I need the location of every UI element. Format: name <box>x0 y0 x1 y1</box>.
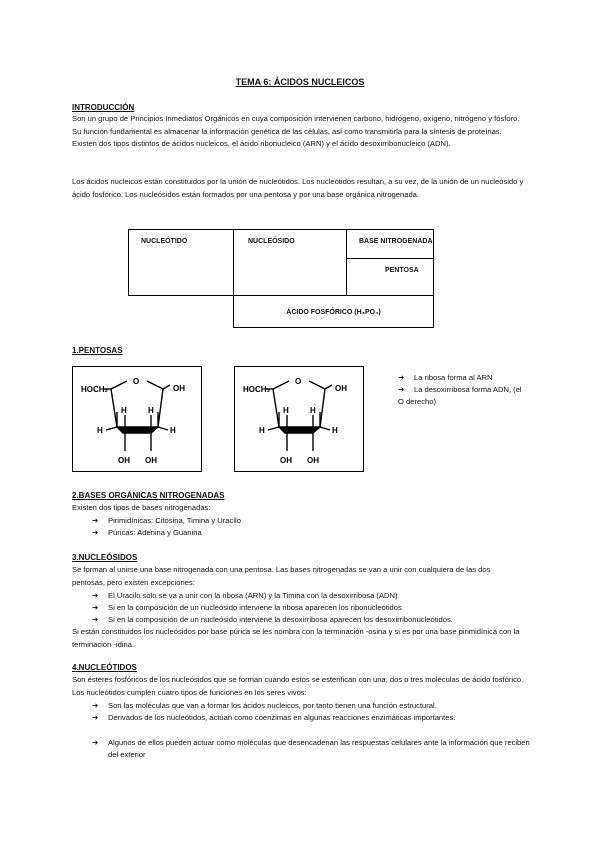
bases-item-1-text: Pirimidínicas: Citosina, Timina y Uracilo <box>108 516 241 525</box>
nucleotide-structure-table <box>128 229 434 328</box>
cell-nucleotido: NUCLEÓTIDO <box>129 230 234 296</box>
arrow-icon: ➔ <box>92 516 99 525</box>
ribose-oh-bottom-right-label: OH <box>145 456 157 465</box>
cell-nucleosido: NUCLEÓSIDO <box>234 230 347 296</box>
cell-base-nitrogenada: BASE NITROGENADA <box>347 230 434 259</box>
nucleosidos-intro: Se forman al unirse una base nitrogenada con una pentosa. Las bases nitrogenadas se van a unir con cualquiera de las dos pentosas, pero existen excepciones: <box>72 565 491 587</box>
pentosas-heading: 1.PENTOSAS <box>72 346 123 355</box>
ribose-diagram <box>72 366 202 472</box>
nucleosidos-heading: 3.NUCLEÓSIDOS <box>72 553 138 562</box>
nucleosidos-item-1 <box>92 590 532 602</box>
intro-heading: INTRODUCCIÓN <box>72 103 135 112</box>
arrow-icon: ➔ <box>92 713 99 722</box>
deoxyribose-o-label: O <box>295 377 302 386</box>
bases-intro: Existen dos tipos de bases nitrogenadas: <box>72 503 211 512</box>
nucleosidos-outro: Si están constituidos los nucleósidos por base púrica se les nombra con la terminación -osina y si es por una base pirimidínica con la terminación -idina. <box>72 627 520 649</box>
deoxyribose-h4-label: H <box>332 426 338 435</box>
deoxyribose-hoch2-label: HOCH₂ <box>243 385 271 394</box>
arrow-icon: ➔ <box>92 701 99 710</box>
deoxyribose-oh-bottom-left-label: OH <box>280 456 292 465</box>
nucleosidos-item-2 <box>92 602 532 614</box>
nucleosidos-item-2-text: Si en la composición de un nucleósido interviene la ribosa aparecen los ribonucleótidos <box>108 603 402 612</box>
arrow-icon: ➔ <box>92 615 99 624</box>
cell-acido-fosforico: ÁCIDO FOSFÓRICO (H₃PO₄) <box>234 296 434 328</box>
bases-item-1 <box>92 515 241 527</box>
arrow-icon: ➔ <box>92 738 99 747</box>
arrow-icon: ➔ <box>92 528 99 537</box>
ribose-h3-label: H <box>97 426 103 435</box>
ribose-h1-label: H <box>121 406 127 415</box>
pentosa-note-1-text: La ribosa forma al ARN <box>414 373 493 382</box>
nucleosidos-item-3 <box>92 614 532 626</box>
arrow-icon: ➔ <box>92 591 99 600</box>
ribose-h4-label: H <box>170 426 176 435</box>
cell-pentosa: PENTOSA <box>347 259 434 296</box>
ribose-oh-bottom-left-label: OH <box>118 456 130 465</box>
bases-item-2 <box>92 527 202 539</box>
deoxyribose-h3-label: H <box>259 426 265 435</box>
deoxyribose-diagram <box>234 366 364 472</box>
bases-item-2-text: Púricas: Adenina y Guanina <box>108 528 202 537</box>
deoxyribose-h1-label: H <box>283 406 289 415</box>
arrow-icon: ➔ <box>398 373 405 382</box>
nucleotidos-item-2-text: Derivados de los nucleótidos, actúan como coenzimas en algunas reacciones enzimáticas importantes. <box>108 713 456 722</box>
deoxyribose-oh-right-label: OH <box>335 384 347 393</box>
ribose-oh-right-label: OH <box>173 384 185 393</box>
bases-heading: 2.BASES ORGÁNICAS NITROGENADAS <box>72 491 225 500</box>
arrow-icon: ➔ <box>398 385 405 394</box>
arrow-icon: ➔ <box>92 603 99 612</box>
page-title: TEMA 6: ÁCIDOS NUCLEICOS <box>235 77 365 87</box>
nucleotidos-heading: 4.NUCLEÓTIDOS <box>72 663 137 672</box>
pentosa-note-2 <box>398 384 528 409</box>
deoxyribose-h2-label: H <box>310 406 316 415</box>
nucleosidos-item-3-text: Si en la composición de un nucleósido interviene la desoxirribosa aparecen los desoxirribonucleótidos. <box>108 615 453 624</box>
nucleotidos-item-3 <box>92 737 538 762</box>
nucleotidos-item-1 <box>92 700 522 712</box>
nucleotidos-item-3-text: Algunos de ellos pueden actuar como moléculas que desencadenan las respuestas celulares ante la información que reciben del exterior <box>108 738 530 760</box>
ribose-o-label: O <box>133 377 140 386</box>
nucleotidos-intro: Son ésteres fosfóricos de los nucleósidos que se forman cuando estos se esterifican con una, dos o tres moléculas de ácido fosfórico. Los nucleótidos cumplen cuatro tipos de funciones en los seres vivos: <box>72 675 524 697</box>
pentosa-note-2-text: La desoxirribosa forma ADN, (el O derecho) <box>398 385 522 407</box>
ribose-h2-label: H <box>148 406 154 415</box>
nucleosidos-item-1-text: El Uracilo solo se va a unir con la ribosa (ARN) y la Timina con la desoxirribosa (ADN) <box>108 591 398 600</box>
nucleotidos-item-2 <box>92 712 528 724</box>
intro-paragraph-2: Los ácidos nucleicos están constituidos por la unión de nucleótidos. Los nucleótidos resultan, a su vez, de la unión de un nucleósido y ácido fosfórico. Los nucleósidos están formados por una pentosa y por una base orgánica nitrogenada. <box>72 177 524 199</box>
ribose-structure-icon <box>73 367 201 471</box>
deoxyribose-structure-icon <box>235 367 363 471</box>
pentosa-note-1 <box>398 372 528 384</box>
nucleotidos-item-1-text: Son las moléculas que van a formar los ácidos nucleicos, por tanto tienen una función estructural. <box>108 701 437 710</box>
ribose-hoch2-label: HOCH₂ <box>81 385 109 394</box>
deoxyribose-oh-bottom-right-label: OH <box>307 456 319 465</box>
intro-paragraph-1: Son un grupo de Principios Inmediatos Orgánicos en cuya composición intervienen carbono, hidrógeno, oxígeno, nitrógeno y fósforo. Su función fundamental es almacenar la información genética de las células, así como transmitirla para la síntesis de proteínas. Existen dos tipos distintos de ácidos nucleicos, el ácido ribonucleico (ARN) y el ácido desoxirribonucleico (ADN). <box>72 114 520 149</box>
